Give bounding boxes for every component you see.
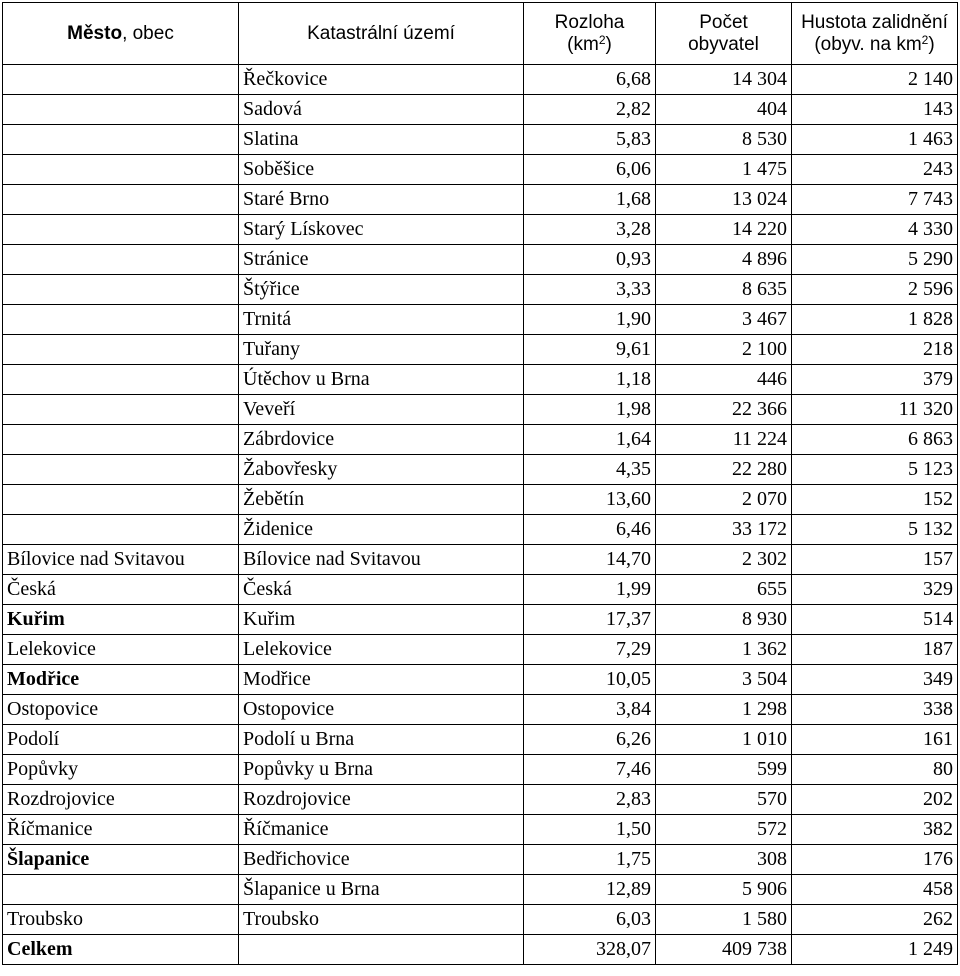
table-row	[3, 875, 958, 905]
population-cell: 3 467	[656, 305, 792, 335]
cadastral-area-cell: Česká	[239, 575, 524, 605]
city-cell	[3, 485, 239, 515]
cadastral-area-cell: Útěchov u Brna	[239, 365, 524, 395]
density-cell: 161	[792, 725, 958, 755]
city-cell	[3, 95, 239, 125]
cadastral-area-cell: Soběšice	[239, 155, 524, 185]
population-cell: 8 635	[656, 275, 792, 305]
cadastral-area-cell: Kuřim	[239, 605, 524, 635]
density-cell: 1 828	[792, 305, 958, 335]
cadastral-area-cell: Bílovice nad Svitavou	[239, 545, 524, 575]
population-cell: 599	[656, 755, 792, 785]
area-size-cell: 3,28	[524, 215, 656, 245]
table-row	[3, 215, 958, 245]
header-density: Hustota zalidnění (obyv. na $km^2$)	[792, 3, 958, 65]
city-cell: Popůvky	[3, 755, 239, 785]
area-size-cell: 6,68	[524, 65, 656, 95]
density-cell: 329	[792, 575, 958, 605]
table-row	[3, 755, 958, 785]
header-cadastral-area: Katastrální území	[239, 3, 524, 65]
area-size-cell: 2,82	[524, 95, 656, 125]
cadastral-area-cell: Ostopovice	[239, 695, 524, 725]
table-row	[3, 155, 958, 185]
cadastral-area-cell: Štýřice	[239, 275, 524, 305]
cadastral-area-cell: Veveří	[239, 395, 524, 425]
table-row	[3, 365, 958, 395]
table-row	[3, 545, 958, 575]
density-cell: 202	[792, 785, 958, 815]
cadastral-area-cell: Popůvky u Brna	[239, 755, 524, 785]
population-cell: 1 475	[656, 155, 792, 185]
density-cell: 338	[792, 695, 958, 725]
population-cell: 8 530	[656, 125, 792, 155]
cadastral-area-cell: Zábrdovice	[239, 425, 524, 455]
cadastral-area-cell: Rozdrojovice	[239, 785, 524, 815]
area-size-cell: 17,37	[524, 605, 656, 635]
density-cell: 1 249	[792, 935, 958, 965]
table-row	[3, 905, 958, 935]
cadastral-area-cell: Šlapanice u Brna	[239, 875, 524, 905]
area-size-cell: 9,61	[524, 335, 656, 365]
density-cell: 4 330	[792, 215, 958, 245]
area-size-cell: 1,64	[524, 425, 656, 455]
population-cell: 14 304	[656, 65, 792, 95]
city-cell: Ostopovice	[3, 695, 239, 725]
city-cell	[3, 245, 239, 275]
area-size-cell: 1,75	[524, 845, 656, 875]
population-cell: 11 224	[656, 425, 792, 455]
population-cell: 404	[656, 95, 792, 125]
area-size-cell: 328,07	[524, 935, 656, 965]
city-cell	[3, 875, 239, 905]
table-row	[3, 335, 958, 365]
density-cell: 382	[792, 815, 958, 845]
area-size-cell: 3,84	[524, 695, 656, 725]
area-size-cell: 6,03	[524, 905, 656, 935]
table-row	[3, 455, 958, 485]
city-cell	[3, 365, 239, 395]
population-cell: 4 896	[656, 245, 792, 275]
area-size-cell: 7,46	[524, 755, 656, 785]
population-cell: 1 010	[656, 725, 792, 755]
population-cell: 22 280	[656, 455, 792, 485]
city-cell	[3, 455, 239, 485]
city-cell: Celkem	[3, 935, 239, 965]
city-cell: Šlapanice	[3, 845, 239, 875]
city-cell	[3, 275, 239, 305]
city-cell: Kuřim	[3, 605, 239, 635]
population-cell: 2 100	[656, 335, 792, 365]
density-cell: 2 596	[792, 275, 958, 305]
area-size-cell: 1,99	[524, 575, 656, 605]
table-row	[3, 425, 958, 455]
area-size-cell: 12,89	[524, 875, 656, 905]
table-row	[3, 245, 958, 275]
cadastral-area-cell: Stránice	[239, 245, 524, 275]
cadastral-area-cell: Židenice	[239, 515, 524, 545]
area-size-cell: 1,68	[524, 185, 656, 215]
cadastral-area-cell: Řečkovice	[239, 65, 524, 95]
population-cell: 2 070	[656, 485, 792, 515]
density-cell: 458	[792, 875, 958, 905]
table-row	[3, 695, 958, 725]
table-row	[3, 935, 958, 965]
density-cell: 176	[792, 845, 958, 875]
area-size-cell: 2,83	[524, 785, 656, 815]
density-cell: 514	[792, 605, 958, 635]
population-cell: 409 738	[656, 935, 792, 965]
city-cell: Česká	[3, 575, 239, 605]
area-size-cell: 7,29	[524, 635, 656, 665]
cadastral-area-cell: Bedřichovice	[239, 845, 524, 875]
density-cell: 7 743	[792, 185, 958, 215]
city-cell: Říčmanice	[3, 815, 239, 845]
cadastral-area-cell: Tuřany	[239, 335, 524, 365]
table-row	[3, 125, 958, 155]
table-row	[3, 485, 958, 515]
city-cell	[3, 395, 239, 425]
table-row	[3, 305, 958, 335]
density-cell: 143	[792, 95, 958, 125]
area-size-cell: 6,06	[524, 155, 656, 185]
population-cell: 33 172	[656, 515, 792, 545]
density-cell: 349	[792, 665, 958, 695]
population-cell: 13 024	[656, 185, 792, 215]
density-cell: 80	[792, 755, 958, 785]
table-row	[3, 95, 958, 125]
city-cell	[3, 425, 239, 455]
density-cell: 152	[792, 485, 958, 515]
cadastral-area-cell	[239, 935, 524, 965]
table-row	[3, 605, 958, 635]
population-cell: 655	[656, 575, 792, 605]
cadastral-area-cell: Slatina	[239, 125, 524, 155]
density-cell: 5 132	[792, 515, 958, 545]
density-cell: 1 463	[792, 125, 958, 155]
area-size-cell: 3,33	[524, 275, 656, 305]
city-cell: Troubsko	[3, 905, 239, 935]
area-size-cell: 6,46	[524, 515, 656, 545]
header-row	[3, 3, 958, 65]
table-body	[3, 65, 958, 965]
area-size-cell: 1,90	[524, 305, 656, 335]
city-cell	[3, 65, 239, 95]
area-size-cell: 13,60	[524, 485, 656, 515]
city-cell	[3, 125, 239, 155]
table-row	[3, 575, 958, 605]
population-cell: 8 930	[656, 605, 792, 635]
density-cell: 157	[792, 545, 958, 575]
city-cell	[3, 335, 239, 365]
table-row	[3, 185, 958, 215]
population-cell: 2 302	[656, 545, 792, 575]
density-cell: 11 320	[792, 395, 958, 425]
table-row	[3, 785, 958, 815]
table-row	[3, 665, 958, 695]
header-area-size: Rozloha $(km^2)$	[524, 3, 656, 65]
population-cell: 1 298	[656, 695, 792, 725]
cadastral-area-cell: Žebětín	[239, 485, 524, 515]
density-cell: 218	[792, 335, 958, 365]
table-row	[3, 815, 958, 845]
area-size-cell: 4,35	[524, 455, 656, 485]
header-city: Město, obec	[3, 3, 239, 65]
cadastral-area-cell: Lelekovice	[239, 635, 524, 665]
density-cell: 379	[792, 365, 958, 395]
city-cell: Podolí	[3, 725, 239, 755]
area-size-cell: 1,18	[524, 365, 656, 395]
area-size-cell: 10,05	[524, 665, 656, 695]
population-cell: 570	[656, 785, 792, 815]
area-size-cell: 1,98	[524, 395, 656, 425]
cadastral-area-cell: Říčmanice	[239, 815, 524, 845]
population-cell: 572	[656, 815, 792, 845]
city-cell	[3, 215, 239, 245]
cadastral-area-cell: Staré Brno	[239, 185, 524, 215]
area-size-cell: 5,83	[524, 125, 656, 155]
population-cell: 446	[656, 365, 792, 395]
population-cell: 1 362	[656, 635, 792, 665]
population-cell: 14 220	[656, 215, 792, 245]
city-cell	[3, 305, 239, 335]
density-cell: 5 123	[792, 455, 958, 485]
density-cell: 243	[792, 155, 958, 185]
table-row	[3, 725, 958, 755]
table-row	[3, 275, 958, 305]
cadastral-area-cell: Sadová	[239, 95, 524, 125]
density-cell: 2 140	[792, 65, 958, 95]
population-cell: 5 906	[656, 875, 792, 905]
city-cell: Modřice	[3, 665, 239, 695]
area-size-cell: 0,93	[524, 245, 656, 275]
population-cell: 3 504	[656, 665, 792, 695]
cadastral-area-cell: Starý Lískovec	[239, 215, 524, 245]
cadastral-area-cell: Podolí u Brna	[239, 725, 524, 755]
table-row	[3, 845, 958, 875]
area-size-cell: 14,70	[524, 545, 656, 575]
population-cell: 22 366	[656, 395, 792, 425]
table-row	[3, 515, 958, 545]
cadastral-area-cell: Žabovřesky	[239, 455, 524, 485]
city-cell	[3, 185, 239, 215]
table-row	[3, 395, 958, 425]
city-cell	[3, 155, 239, 185]
population-cell: 308	[656, 845, 792, 875]
density-cell: 187	[792, 635, 958, 665]
table-row	[3, 635, 958, 665]
population-cell: 1 580	[656, 905, 792, 935]
city-cell: Lelekovice	[3, 635, 239, 665]
cadastral-area-cell: Modřice	[239, 665, 524, 695]
city-cell: Bílovice nad Svitavou	[3, 545, 239, 575]
city-cell	[3, 515, 239, 545]
cadastral-area-cell: Trnitá	[239, 305, 524, 335]
cadastral-area-cell: Troubsko	[239, 905, 524, 935]
header-population: Počet obyvatel	[656, 3, 792, 65]
table-row	[3, 65, 958, 95]
density-cell: 6 863	[792, 425, 958, 455]
municipality-table	[2, 2, 958, 965]
density-cell: 5 290	[792, 245, 958, 275]
density-cell: 262	[792, 905, 958, 935]
city-cell: Rozdrojovice	[3, 785, 239, 815]
area-size-cell: 1,50	[524, 815, 656, 845]
area-size-cell: 6,26	[524, 725, 656, 755]
